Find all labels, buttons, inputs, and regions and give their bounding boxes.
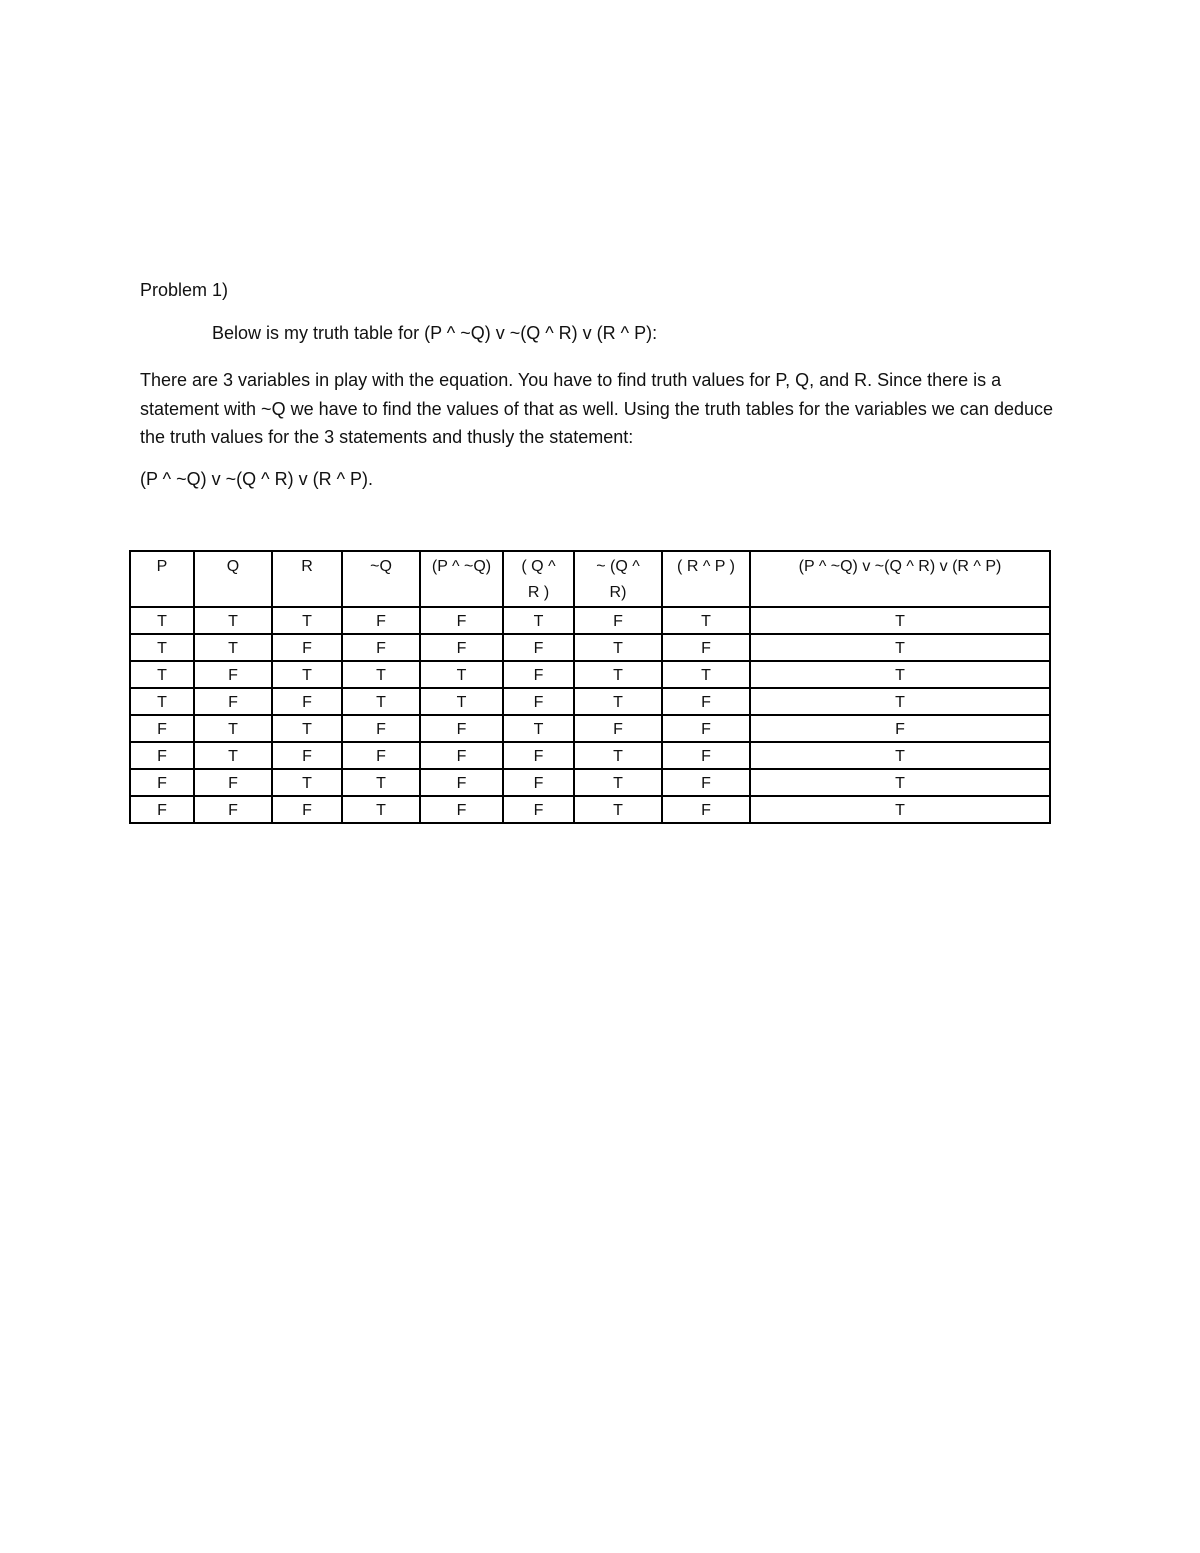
table-cell: T bbox=[503, 715, 574, 742]
table-cell: T bbox=[662, 661, 750, 688]
table-cell: F bbox=[272, 688, 342, 715]
table-cell: T bbox=[503, 607, 574, 634]
final-statement: (P ^ ~Q) v ~(Q ^ R) v (R ^ P). bbox=[140, 469, 374, 489]
table-cell: F bbox=[662, 688, 750, 715]
table-cell: T bbox=[574, 661, 662, 688]
header-r-and-p: ( R ^ P ) bbox=[662, 551, 750, 607]
table-cell: F bbox=[574, 715, 662, 742]
table-cell: T bbox=[750, 634, 1050, 661]
table-cell: F bbox=[130, 796, 194, 823]
table-cell: F bbox=[194, 769, 272, 796]
table-row bbox=[130, 661, 1050, 688]
table-cell: T bbox=[420, 688, 503, 715]
table-cell: F bbox=[194, 688, 272, 715]
table-cell: F bbox=[420, 742, 503, 769]
table-cell: T bbox=[574, 769, 662, 796]
header-q: Q bbox=[194, 551, 272, 607]
table-cell: F bbox=[420, 796, 503, 823]
explanation-paragraph: There are 3 variables in play with the equation. You have to find truth values for P, Q, and R. Since there is a statement with ~Q we have to find the values of that as well. Using the truth tables for the variables we can deduce the truth values for the 3 statements and thusly the statement: bbox=[140, 370, 1054, 447]
table-cell: F bbox=[342, 607, 420, 634]
table-cell: F bbox=[420, 607, 503, 634]
table-cell: F bbox=[342, 634, 420, 661]
table-cell: F bbox=[272, 634, 342, 661]
table-cell: T bbox=[130, 661, 194, 688]
table-cell: F bbox=[503, 688, 574, 715]
table-cell: F bbox=[750, 715, 1050, 742]
table-cell: T bbox=[194, 634, 272, 661]
table-cell: T bbox=[342, 661, 420, 688]
table-cell: T bbox=[662, 607, 750, 634]
table-cell: F bbox=[194, 796, 272, 823]
table-cell: T bbox=[574, 796, 662, 823]
table-cell: F bbox=[342, 742, 420, 769]
table-cell: T bbox=[272, 661, 342, 688]
table-cell: T bbox=[194, 742, 272, 769]
table-cell: T bbox=[574, 742, 662, 769]
table-row bbox=[130, 634, 1050, 661]
table-cell: T bbox=[750, 661, 1050, 688]
table-cell: T bbox=[194, 607, 272, 634]
table-cell: F bbox=[130, 742, 194, 769]
table-cell: T bbox=[342, 688, 420, 715]
intro-line: Below is my truth table for (P ^ ~Q) v ~(Q ^ R) v (R ^ P): bbox=[212, 323, 658, 343]
table-cell: T bbox=[750, 796, 1050, 823]
table-cell: T bbox=[272, 607, 342, 634]
table-cell: T bbox=[750, 742, 1050, 769]
table-cell: F bbox=[662, 634, 750, 661]
header-full-statement: (P ^ ~Q) v ~(Q ^ R) v (R ^ P) bbox=[750, 551, 1050, 607]
table-cell: T bbox=[194, 715, 272, 742]
table-cell: T bbox=[342, 769, 420, 796]
table-cell: F bbox=[503, 769, 574, 796]
table-row bbox=[130, 607, 1050, 634]
header-p: P bbox=[130, 551, 194, 607]
table-cell: T bbox=[272, 769, 342, 796]
table-cell: F bbox=[272, 796, 342, 823]
table-cell: F bbox=[503, 634, 574, 661]
header-not-q: ~Q bbox=[342, 551, 420, 607]
table-cell: T bbox=[342, 796, 420, 823]
table-cell: T bbox=[130, 688, 194, 715]
table-cell: F bbox=[194, 661, 272, 688]
table-cell: T bbox=[750, 769, 1050, 796]
table-cell: T bbox=[574, 634, 662, 661]
table-cell: F bbox=[662, 796, 750, 823]
table-cell: F bbox=[662, 769, 750, 796]
table-cell: F bbox=[574, 607, 662, 634]
table-cell: F bbox=[130, 769, 194, 796]
table-cell: F bbox=[503, 661, 574, 688]
table-cell: T bbox=[750, 688, 1050, 715]
table-cell: F bbox=[503, 796, 574, 823]
table-row bbox=[130, 715, 1050, 742]
problem-heading: Problem 1) bbox=[140, 280, 229, 300]
table-cell: F bbox=[662, 715, 750, 742]
table-cell: F bbox=[342, 715, 420, 742]
table-cell: F bbox=[420, 769, 503, 796]
table-header-row bbox=[130, 551, 1050, 607]
header-q-and-r: ( Q ^ R ) bbox=[503, 551, 574, 607]
table-cell: F bbox=[420, 715, 503, 742]
table-row bbox=[130, 769, 1050, 796]
table-cell: T bbox=[420, 661, 503, 688]
header-r: R bbox=[272, 551, 342, 607]
table-cell: T bbox=[130, 607, 194, 634]
table-cell: T bbox=[750, 607, 1050, 634]
table-row bbox=[130, 796, 1050, 823]
header-p-and-not-q: (P ^ ~Q) bbox=[420, 551, 503, 607]
truth-table bbox=[129, 550, 1051, 824]
table-cell: T bbox=[574, 688, 662, 715]
table-cell: T bbox=[130, 634, 194, 661]
table-cell: T bbox=[272, 715, 342, 742]
table-row bbox=[130, 742, 1050, 769]
table-row bbox=[130, 688, 1050, 715]
table-cell: F bbox=[420, 634, 503, 661]
truth-table-body bbox=[130, 607, 1050, 823]
header-not-q-and-r: ~ (Q ^ R) bbox=[574, 551, 662, 607]
table-cell: F bbox=[662, 742, 750, 769]
table-cell: F bbox=[272, 742, 342, 769]
table-cell: F bbox=[503, 742, 574, 769]
table-cell: F bbox=[130, 715, 194, 742]
